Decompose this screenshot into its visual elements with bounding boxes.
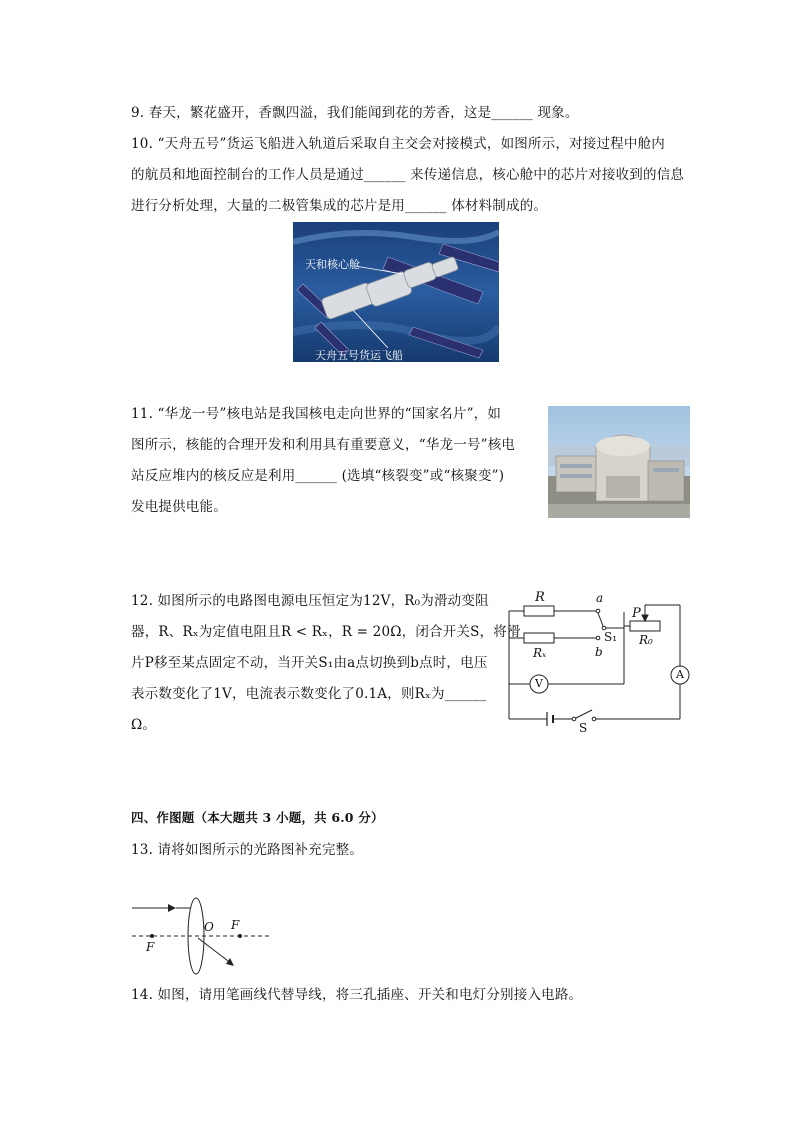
resistor-R	[524, 606, 554, 616]
nuclear-plant-image	[548, 406, 690, 518]
circuit-label-R0: R₀	[639, 633, 653, 647]
q11-text-line4: 发电提供电能。	[131, 499, 227, 515]
q12-text-line3: 片P移至某点固定不动，当开关S₁由a点切换到b点时，电压	[131, 655, 488, 671]
q11-text-line1: 11. “华龙一号”核电站是我国核电走向世界的“国家名片”，如	[131, 406, 502, 422]
circuit-label-S: S	[579, 721, 588, 735]
q10-text-line2: 的航员和地面控制台的工作人员是通过______ 来传递信息，核心舱中的芯片对接收到的信息	[131, 167, 685, 183]
voltmeter-label-V: V	[535, 677, 543, 690]
q10-text-line1: 10. “天舟五号”货运飞船进入轨道后采取自主交会对接模式，如图所示，对接过程中舱内	[131, 136, 665, 152]
label-tianhe-core-module: 天和核心舱	[305, 258, 360, 271]
label-tianzhou-5-cargo-ship: 天舟五号货运飞船	[315, 349, 403, 362]
space-station-figure	[293, 222, 499, 362]
q12-text-line4: 表示数变化了1V，电流表示数变化了0.1A，则Rₓ为______	[131, 686, 487, 702]
circuit-label-Rx: Rₓ	[533, 646, 547, 660]
circuit-drawing	[500, 588, 700, 738]
q12-text-line2: 器，R、Rₓ为定值电阻且R < Rₓ，R = 20Ω，闭合开关S，将滑	[131, 624, 521, 640]
space-station-image	[293, 222, 499, 362]
q10-text-line3: 进行分析处理，大量的二极管集成的芯片是用______ 体材料制成的。	[131, 198, 548, 214]
lens-optics-figure	[128, 892, 273, 977]
circuit-label-a: a	[596, 591, 604, 605]
optical-center-label: O	[204, 920, 214, 934]
circuit-label-S1: S₁	[604, 630, 618, 644]
nuclear-plant-figure	[548, 406, 690, 518]
circuit-diagram	[500, 588, 700, 738]
ammeter-label-A: A	[676, 668, 684, 681]
q12-text-line5: Ω。	[131, 717, 157, 733]
q9-text: 9. 春天，繁花盛开，香飘四溢，我们能闻到花的芳香，这是______ 现象。	[131, 105, 579, 121]
lens-ray-diagram	[128, 892, 273, 977]
q11-text-line3: 站反应堆内的核反应是利用______ (选填“核裂变”或“核聚变”)	[131, 468, 505, 484]
circuit-label-P: P	[632, 606, 641, 621]
circuit-label-b: b	[595, 645, 603, 659]
q11-text-line2: 图所示，核能的合理开发和利用具有重要意义，“华龙一号”核电	[131, 437, 516, 453]
q13-text: 13. 请将如图所示的光路图补充完整。	[131, 842, 364, 858]
q14-text: 14. 如图，请用笔画线代替导线，将三孔插座、开关和电灯分别接入电路。	[131, 987, 583, 1003]
q12-text-line1: 12. 如图所示的电路图电源电压恒定为12V，R₀为滑动变阻	[131, 593, 489, 609]
resistor-Rx	[524, 633, 554, 643]
focal-point-label-left: F	[146, 940, 155, 954]
circuit-label-R: R	[535, 590, 545, 605]
focal-point-label-right: F	[231, 918, 240, 932]
rheostat-R0	[630, 621, 660, 631]
section-heading-drawing-questions: 四、作图题（本大题共 3 小题，共 6.0 分）	[131, 810, 384, 825]
